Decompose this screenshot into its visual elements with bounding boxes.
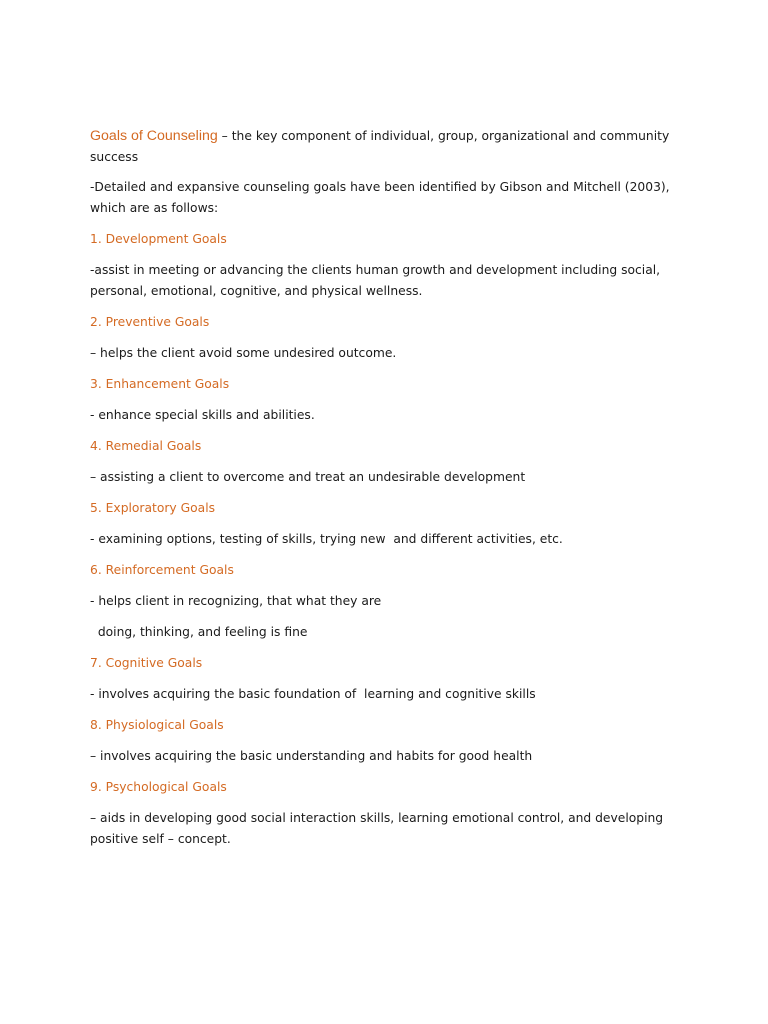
goal-item [90, 498, 690, 550]
document-title-description: – the key component of individual, group, organizational and community success [90, 129, 670, 164]
goal-description-line: doing, thinking, and feeling is fine [90, 625, 308, 639]
goal-heading: 5. Exploratory Goals [90, 501, 216, 515]
goal-item [90, 653, 690, 705]
goal-description-line: - examining options, testing of skills, trying new and different activities, etc. [90, 532, 563, 546]
goal-item [90, 777, 690, 850]
goal-heading: 9. Psychological Goals [90, 780, 227, 794]
goal-description-line: – helps the client avoid some undesired outcome. [90, 346, 397, 360]
goal-heading: 2. Preventive Goals [90, 315, 210, 329]
goal-description [90, 684, 690, 705]
goal-description [90, 529, 690, 550]
goal-description-line: – involves acquiring the basic understanding and habits for good health [90, 749, 533, 763]
goal-description-line: – aids in developing good social interaction skills, learning emotional control, and developing positive self – concept. [90, 811, 664, 846]
goal-description-line: - helps client in recognizing, that what they are [90, 594, 382, 608]
goal-description [90, 343, 690, 364]
goal-heading: 7. Cognitive Goals [90, 656, 203, 670]
goal-description [90, 405, 690, 426]
goal-heading: 8. Physiological Goals [90, 718, 224, 732]
goal-description [90, 591, 690, 643]
document-title-line [90, 126, 690, 168]
goal-description-line: – assisting a client to overcome and treat an undesirable development [90, 470, 526, 484]
goal-item [90, 312, 690, 364]
goal-heading: 3. Enhancement Goals [90, 377, 230, 391]
goal-heading: 1. Development Goals [90, 232, 227, 246]
goal-heading: 4. Remedial Goals [90, 439, 202, 453]
goals-list [90, 229, 690, 850]
intro-paragraph: -Detailed and expansive counseling goals have been identified by Gibson and Mitchell (2003), which are as follows: [90, 180, 670, 215]
document-page [90, 126, 690, 860]
goal-description [90, 746, 690, 767]
goal-item [90, 715, 690, 767]
goal-item [90, 436, 690, 488]
goal-item [90, 374, 690, 426]
goal-description [90, 808, 690, 850]
goal-item [90, 560, 690, 643]
goal-description-line: - enhance special skills and abilities. [90, 408, 315, 422]
goal-description-line: -assist in meeting or advancing the clients human growth and development including social, personal, emotional, cognitive, and physical wellness. [90, 263, 661, 298]
goal-description [90, 260, 690, 302]
goal-item [90, 229, 690, 302]
document-title: Goals of Counseling [90, 128, 218, 144]
goal-description [90, 467, 690, 488]
goal-heading: 6. Reinforcement Goals [90, 563, 234, 577]
goal-description-line: - involves acquiring the basic foundation of learning and cognitive skills [90, 687, 536, 701]
